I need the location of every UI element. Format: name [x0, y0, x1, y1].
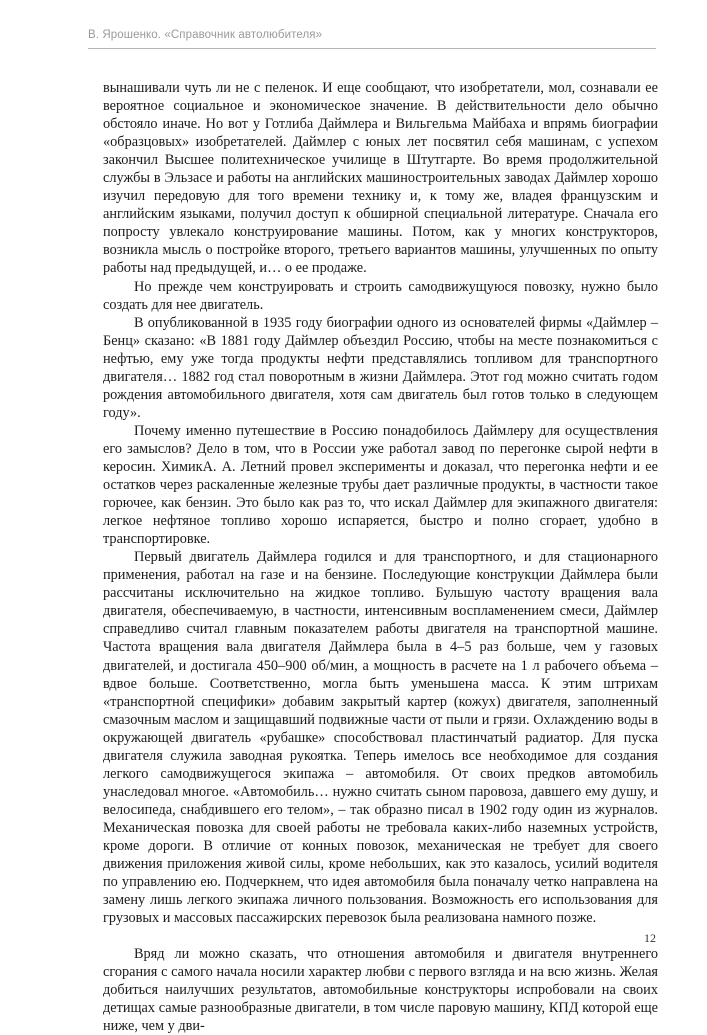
paragraph: Первый двигатель Даймлера годился и для транспортного, и для стационарного применения, работал на газе и на бензине. Последующие конструкции Даймлера были рассчитаны исключительно на жидкое топливо. Бульшую частоту вращения вала двигателя, обеспечиваемую, в частности, интенсивным воспламенением смеси, Даймлер справедливо считал главным показателем работы двигателя на транспортной машине. Частота вращения вала двигателя Даймлера была в 4–5 раз больше, чем у газовых двигателей, и достигала 450–900 об/мин, а мощность в расчете на 1 л рабочего объема – вдвое больше. Соответственно, могла быть уменьшена масса. К этим штрихам «транспортной специфики» добавим закрытый картер (кожух) двигателя, заполненный смазочным маслом и защищавший подвижные части от пыли и грязи. Охлаждению воды в окружающей двигатель «рубашке» способствовал пластинчатый радиатор. Для пуска двигателя служила заводная рукоятка. Теперь имелось все необходимое для создания легкого самодвижущегося экипажа – автомобиля. От своих предков автомобиль унаследовал многое. «Автомобиль… нужно считать сыном паровоза, давшего ему душу, и велосипеда, снабдившего его телом», – так образно писал в 1902 году один из журналов. Механическая повозка для своей работы не требовала каких-либо наземных устройств, кроме дороги. В отличие от конных повозок, механическая не требует для своего движения приложения живой силы, кроме небольших, как это казалось, усилий водителя по управлению ею. Подчеркнем, что идея автомобиля была поначалу четко направлена на замену лишь легкого экипажа личного пользования. Возможность его использования для грузовых и массовых пассажирских перевозок была реализована намного позже.: [103, 549, 658, 927]
paragraph: Почему именно путешествие в Россию понадобилось Даймлеру для осуществления его замыслов? Дело в том, что в России уже работал завод по перегонке сырой нефти в керосин. ХимикА. А. Летний провел эксперименты и доказал, что перегонка нефти и ее остатков через раскаленные железные трубы дает различные продукты, в частности такое горючее, как бензин. Это было как раз то, что искал Даймлер для экипажного двигателя: легкое нефтяное топливо хорошо испаряется, быстро и полно сгорает, удобно в транспортировке.: [103, 422, 658, 548]
running-header: В. Ярошенко. «Справочник автолюбителя»: [88, 29, 323, 41]
paragraph: вынашивали чуть ли не с пеленок. И еще сообщают, что изобретатели, мол, сознавали ее вероятное социальное и экономическое значение. В действительности дело обычно обстояло иначе. Но вот у Готлиба Даймлера и Вильгельма Майбаха и впрямь биографии «образцовых» изобретателей. Даймлер с юных лет посвятил себя машинам, с успехом закончил Высшее политехническое училище в Штутгарте. Во время продолжительной службы в Эльзасе и работы на английских машиностроительных заводах Даймлер хорошо изучил передовую для того времени технику и, к тому же, владея французским и английским языками, получил доступ к обширной специальной литературе. Сначала его попросту увлекало конструирование машины. Потом, как у многих конструкторов, возникла мысль о постройке второго, третьего вариантов машины, улучшенных по опыту работы над предыдущей, и… о ее продаже.: [103, 80, 658, 277]
paragraph: Вряд ли можно сказать, что отношения автомобиля и двигателя внутреннего сгорания с самого начала носили характер любви с первого взгляда и на всю жизнь. Желая добиться наилучших результатов, автомобильные конструкторы испробовали на своих детищах самые разнообразные двигатели, в том числе паровую машину, КПД которой еще ниже, чем у дви-: [103, 946, 658, 1035]
header-divider: [88, 48, 656, 49]
paragraph: В опубликованной в 1935 году биографии одного из основателей фирмы «Даймлер – Бенц» сказано: «В 1881 году Даймлер объездил Россию, чтобы на месте познакомиться с нефтью, ему уже тогда продукты нефти представлялись топливом для транспортного двигателя… 1882 год стал поворотным в жизни Даймлера. Этот год можно считать годом рождения автомобильного двигателя, хотя сам двигатель был готов только в следующем году».: [103, 314, 658, 421]
paragraph: Но прежде чем конструировать и строить самодвижущуюся повозку, нужно было создать для нее двигатель.: [103, 278, 658, 313]
main-text: [103, 79, 658, 1035]
page-number: 12: [644, 931, 656, 945]
